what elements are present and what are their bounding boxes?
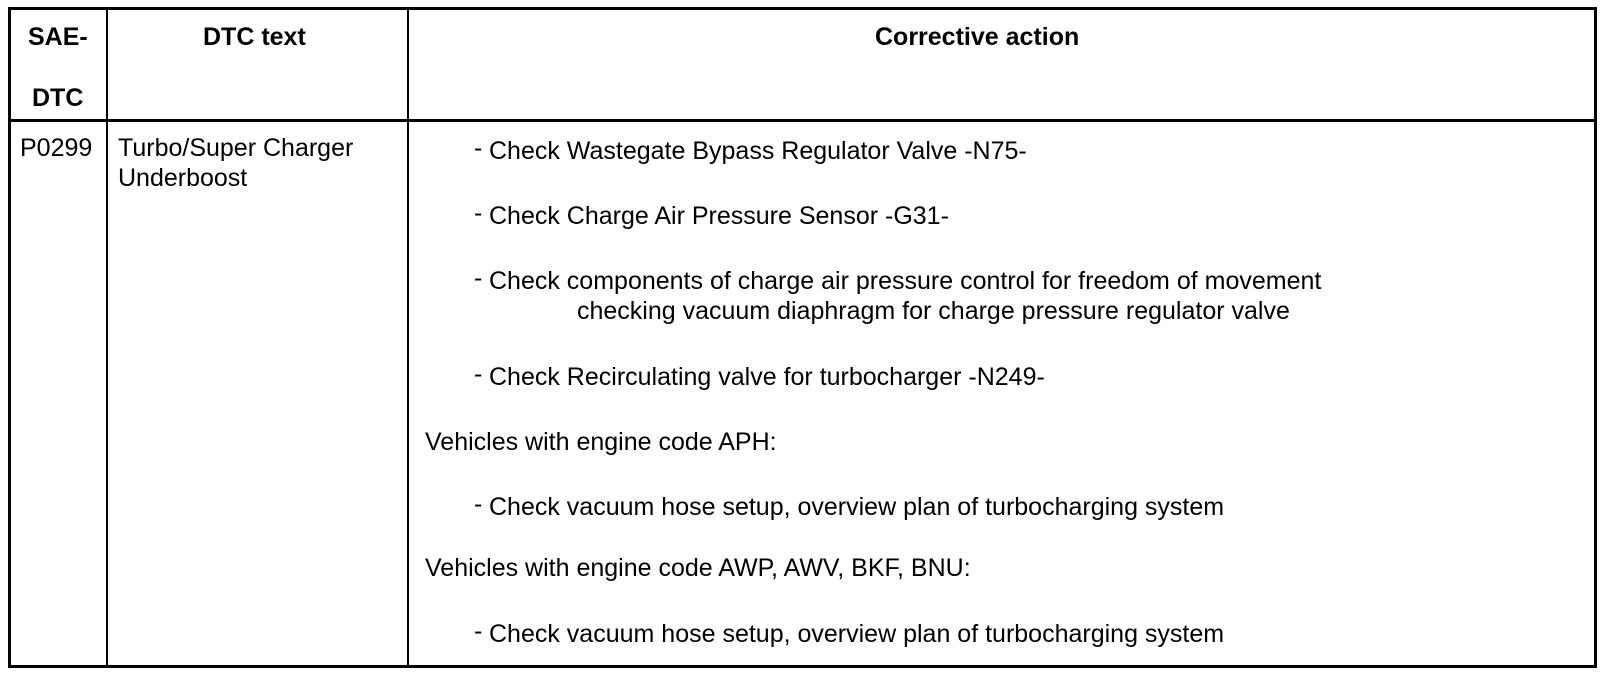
dtc-code-cell: P0299 [20,134,93,162]
dash-bullet: - [474,490,483,518]
dash-bullet: - [474,360,483,388]
header-corrective-action: Corrective action [875,23,1080,51]
header-dtc-text: DTC text [203,23,306,51]
header-sae-dtc-line2: DTC [32,84,84,112]
dash-bullet: - [474,264,483,292]
action-text: Check Charge Air Pressure Sensor -G31- [489,202,949,230]
action-text: Check vacuum hose setup, overview plan of turbocharging system [489,493,1225,521]
dtc-table [8,7,1597,668]
action-item [474,490,1225,522]
dash-bullet: - [474,199,483,227]
action-text: Check Wastegate Bypass Regulator Valve -N75- [489,137,1027,165]
action-text-continuation: checking vacuum diaphragm for charge pressure regulator valve [577,297,1290,325]
action-item [474,199,949,231]
action-text: Check Recirculating valve for turbocharger -N249- [489,363,1045,391]
column-divider-2 [407,10,409,665]
dash-bullet: - [474,134,483,162]
dash-bullet: - [474,617,483,645]
action-text: Check components of charge air pressure control for freedom of movement [489,267,1322,295]
header-divider [11,119,1594,122]
action-item [474,134,1027,166]
action-item [474,360,1045,392]
action-text: Check vacuum hose setup, overview plan of turbocharging system [489,620,1225,648]
action-item [474,264,1322,326]
header-sae-dtc-line1: SAE- [28,23,88,51]
dtc-text-line2: Underboost [118,164,248,192]
column-divider-1 [106,10,108,665]
action-item [474,617,1225,649]
dtc-text-line1: Turbo/Super Charger [118,134,354,162]
engine-group-label: Vehicles with engine code APH: [425,428,777,456]
engine-group-label: Vehicles with engine code AWP, AWV, BKF, BNU: [425,554,971,582]
